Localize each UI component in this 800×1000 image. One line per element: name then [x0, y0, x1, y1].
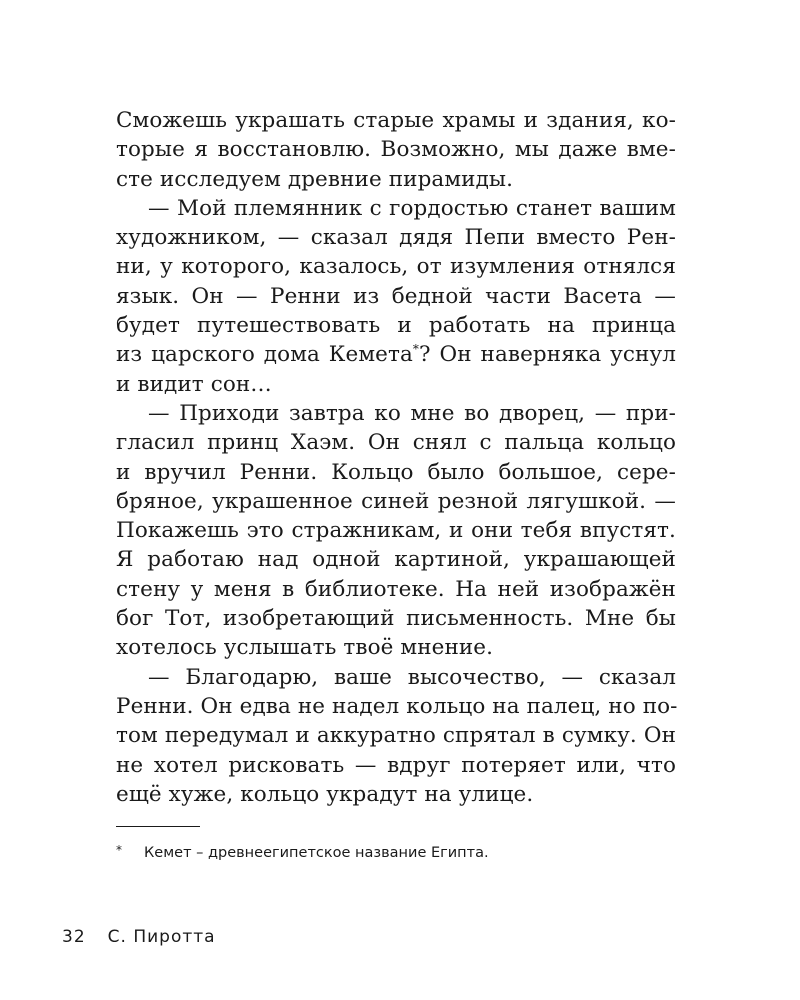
text-line-with-footnote — [116, 340, 676, 369]
text-line: ни, у которого, казалось, от изумления отнялся — [116, 254, 676, 280]
text-line: Я работаю над одной картиной, украшающей — [116, 547, 676, 573]
text-line: Ренни. Он едва не надел кольцо на палец, но по- — [116, 693, 678, 719]
text-line: — Приходи завтра ко мне во дворец, — при- — [148, 400, 676, 426]
paragraph-4 — [116, 663, 676, 809]
text-line: том передумал и аккуратно спрятал в сумку. Он — [116, 723, 676, 749]
text-line: ещё хуже, кольцо украдут на улице. — [116, 781, 534, 807]
text-line: хотелось услышать твоё мнение. — [116, 635, 494, 661]
footnote-divider — [116, 826, 200, 827]
paragraph-2 — [116, 194, 676, 399]
body-text — [116, 106, 676, 809]
text-line: — Мой племянник с гордостью станет вашим — [148, 195, 676, 221]
text-line: художником, — сказал дядя Пепи вместо Рен- — [116, 225, 676, 251]
text-line: язык. Он — Ренни из бедной части Васета — — [116, 283, 676, 309]
footnote-reference[interactable]: * — [412, 342, 420, 357]
text-line: будет путешествовать и работать на принца — [116, 313, 676, 339]
paragraph-3 — [116, 399, 676, 663]
paragraph-1 — [116, 106, 676, 194]
text-line: торые я восстановлю. Возможно, мы даже вме- — [116, 137, 676, 163]
running-author: С. Пиротта — [107, 927, 216, 947]
text-line: сте исследуем древние пирамиды. — [116, 166, 514, 192]
text-line: бог Тот, изобретающий письменность. Мне бы — [116, 606, 676, 632]
text-line: и вручил Ренни. Кольцо было большое, сере- — [116, 459, 676, 485]
text-line: гласил принц Хаэм. Он снял с пальца кольцо — [116, 430, 676, 456]
text-line: не хотел рисковать — вдруг потеряет или, что — [116, 752, 676, 778]
text-line: и видит сон… — [116, 371, 272, 397]
footnote-text: Кемет – древнеегипетское название Египта. — [144, 845, 489, 861]
footnote-mark: * — [116, 843, 122, 857]
footnote — [116, 843, 489, 863]
page-number: 32 — [62, 927, 86, 947]
text-line: — Благодарю, ваше высочество, — сказал — [148, 664, 676, 690]
text-line: Покажешь это стражникам, и они тебя впустят. — [116, 518, 676, 544]
page-footer — [62, 926, 216, 948]
text-line: Сможешь украшать старые храмы и здания, ко- — [116, 108, 676, 133]
text-segment: из царского дома Кемета — [116, 342, 413, 368]
text-line: стену у меня в библиотеке. На ней изображён — [116, 576, 676, 602]
text-segment: ? Он наверняка уснул — [419, 342, 676, 368]
text-line: бряное, украшенное синей резной лягушкой. — — [116, 488, 676, 514]
